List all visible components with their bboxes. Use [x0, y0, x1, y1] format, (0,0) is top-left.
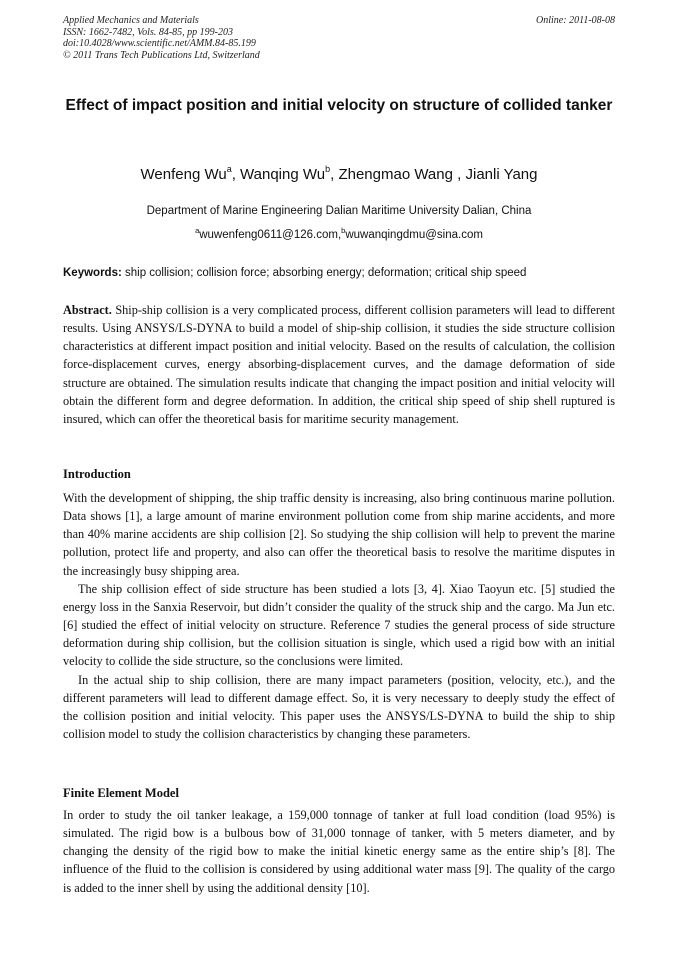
email-mark: a	[195, 226, 200, 235]
online-date: Online: 2011-08-08	[536, 15, 615, 26]
author-name: Jianli Yang	[465, 166, 538, 183]
section-heading-fem: Finite Element Model	[63, 786, 179, 800]
email-mark: b	[341, 226, 346, 235]
introduction-body	[63, 489, 615, 743]
copyright-line: © 2011 Trans Tech Publications Ltd, Switzerland	[63, 49, 260, 61]
paragraph: With the development of shipping, the ship traffic density is increasing, also bring continuous marine pollution. Data shows [1], a large amount of marine environment pollution come from ship marine accidents, and more than 40% marine accidents are ship collision [2]. So studying the ship collision will help to prevent the marine pollution, protect life and property, and also can offer the theoretical basis to resolve the maritime disputes in the increasingly busy shipping area.	[63, 491, 615, 578]
abstract-label: Abstract.	[63, 303, 112, 317]
affiliation: Department of Marine Engineering Dalian Maritime University Dalian, China	[146, 205, 532, 217]
abstract-block	[63, 301, 615, 428]
paragraph: In the actual ship to ship collision, there are many impact parameters (position, velocity, etc.), and the different parameters will lead to different damage effect. So, it is very necessary to deeply study the effect of the collision position and initial velocity. This paper uses the ANSYS/LS-DYNA to build the ship to ship collision model to study the collision characteristics by changing these parameters.	[63, 672, 615, 742]
author-emails: $^a$wuwenfeng0611@126.com,$^b$wuwanqingdmu@sina.com	[195, 226, 483, 241]
abstract-text: Ship-ship collision is a very complicated process, different collision parameters will lead to different results. Using ANSYS/LS-DYNA to build a model of ship-ship collision, it studies the side structure collision characteristics at different impact position and initial velocity. Based on the results of calculation, the collision force-displacement curves, energy absorbing-displacement curves, and the damage deformation of side structure are obtained. The simulation results indicate that changing the impact position and initial velocity will obtain the different form and degree deformation. In addition, the critical ship speed of ship shell ruptured is insured, which can offer the theoretical basis for maritime security management.	[63, 303, 615, 426]
author-name: Zhengmao Wang	[338, 166, 453, 183]
issn-line: ISSN: 1662-7482, Vols. 84-85, pp 199-203	[63, 26, 233, 38]
journal-header	[63, 15, 615, 61]
paper-title: Effect of impact position and initial velocity on structure of collided tanker	[65, 97, 613, 114]
author-affil-mark: b	[325, 164, 331, 174]
fem-body	[63, 806, 615, 897]
author-name: Wanqing Wu	[240, 166, 326, 183]
journal-name: Applied Mechanics and Materials	[63, 15, 199, 26]
email-link[interactable]: wuwenfeng0611@126.com	[199, 229, 338, 241]
author-affil-mark: a	[226, 164, 232, 174]
author-name: Wenfeng Wu	[140, 166, 227, 183]
doi-line[interactable]: doi:10.4028/www.scientific.net/AMM.84-85.199	[63, 38, 256, 49]
paragraph: The ship collision effect of side structure has been studied a lots [3, 4]. Xiao Taoyun etc. [5] studied the energy loss in the Sanxia Reservoir, but didn’t consider the quality of the struck ship and the cargo. Ma Jun etc. [6] studied the effect of initial velocity on structure. Reference 7 studies the general process of side structure deformation during ship collision, but the collision situation is single, which used a rigid bow with an initial velocity to collide the side structure, so the conclusions were limited.	[63, 581, 615, 669]
author-list: Wenfeng Wu$^a$, Wanqing Wu$^b$, Zhengmao Wang , Jianli Yang	[140, 164, 538, 183]
email-link[interactable]: wuwanqingdmu@sina.com	[345, 229, 483, 241]
paragraph: In order to study the oil tanker leakage, a 159,000 tonnage of tanker at full load condition (load 95%) is simulated. The rigid bow is a bulbous bow of 31,000 tonnage of tanker, with 5 meters diameter, and by changing the density of the rigid bow to make the initial kinetic energy same as the entire ship’s [8]. The influence of the fluid to the collision is considered by using additional water mass [9]. The quality of the cargo is added to the inner shell by using the additional density [10].	[63, 808, 615, 895]
section-heading-introduction: Introduction	[63, 467, 131, 481]
keywords-label: Keywords:	[63, 267, 122, 279]
keywords-text: ship collision; collision force; absorbing energy; deformation; critical ship speed	[125, 267, 527, 279]
keywords-line	[63, 265, 615, 281]
